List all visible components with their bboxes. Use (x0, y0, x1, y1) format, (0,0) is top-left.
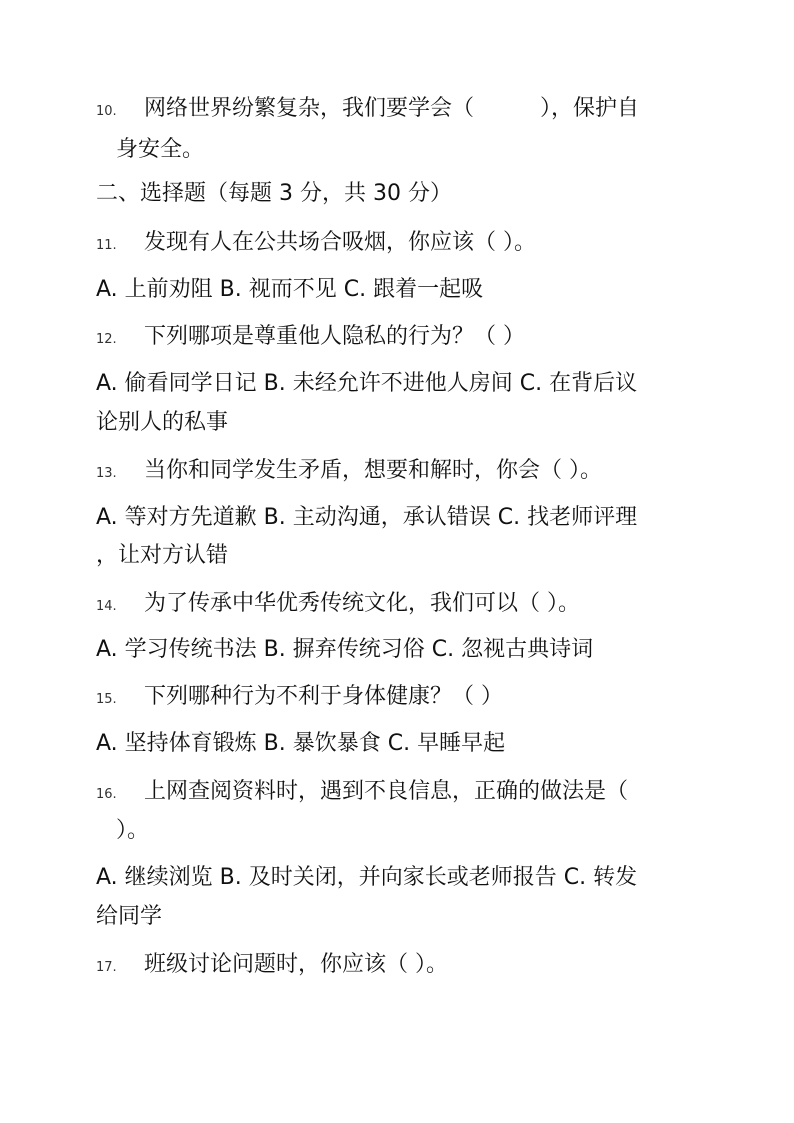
question-11 (96, 231, 701, 258)
option-line: A. 继续浏览 B. 及时关闭，并向家长或老师报告 C. 转发 (96, 865, 638, 890)
question-12-options-line-1 (96, 372, 701, 396)
question-text: 发现有人在公共场合吸烟，你应该（ ）。 (144, 230, 536, 255)
question-13-options-line-2 (96, 544, 701, 568)
question-text-continued: ）。 (116, 818, 150, 843)
question-12-options-line-2 (96, 411, 701, 435)
question-10-line-2 (116, 138, 721, 162)
question-13 (96, 459, 701, 486)
section-heading (96, 182, 701, 206)
question-15-options (96, 732, 701, 756)
question-text: 当你和同学发生矛盾，想要和解时，你会（ ）。 (144, 458, 602, 483)
question-16-line-1 (96, 780, 701, 807)
question-16-options-line-1 (96, 866, 701, 890)
option-line: 论别人的私事 (96, 410, 229, 435)
option-line: ，让对方认错 (96, 543, 229, 568)
option-line: A. 偷看同学日记 B. 未经允许不进他人房间 C. 在背后议 (96, 371, 638, 396)
question-15 (96, 685, 701, 712)
option-line: A. 上前劝阻 B. 视而不见 C. 跟着一起吸 (96, 277, 484, 302)
question-17 (96, 953, 701, 980)
question-number: 17. (96, 960, 117, 975)
question-text: 下列哪项是尊重他人隐私的行为？（ ） (144, 324, 525, 349)
option-line: A. 学习传统书法 B. 摒弃传统习俗 C. 忽视古典诗词 (96, 637, 594, 662)
question-number: 12. (96, 332, 117, 347)
question-text: 上网查阅资料时，遇到不良信息，正确的做法是（ (144, 779, 629, 804)
question-text: 为了传承中华优秀传统文化，我们可以（ ）。 (144, 591, 580, 616)
option-line: 给同学 (96, 904, 163, 929)
question-text: 网络世界纷繁复杂，我们要学会（ ），保护自 (144, 96, 640, 121)
question-16-line-2 (116, 819, 721, 843)
question-text: 班级讨论问题时，你应该（ ）。 (144, 952, 448, 977)
question-number: 14. (96, 599, 117, 614)
question-14-options (96, 638, 701, 662)
question-number: 13. (96, 466, 117, 481)
option-line: A. 坚持体育锻炼 B. 暴饮暴食 C. 早睡早起 (96, 731, 506, 756)
question-number: 15. (96, 692, 117, 707)
question-12 (96, 325, 701, 352)
question-number: 16. (96, 787, 117, 802)
question-13-options-line-1 (96, 506, 701, 530)
section-title: 二、选择题（每题 3 分，共 30 分） (96, 181, 452, 206)
question-14 (96, 592, 701, 619)
question-number: 10. (96, 104, 117, 119)
question-16-options-line-2 (96, 905, 701, 929)
question-number: 11. (96, 238, 117, 253)
question-text: 下列哪种行为不利于身体健康？（ ） (144, 684, 503, 709)
question-10-line-1 (96, 97, 701, 124)
question-text-continued: 身安全。 (116, 137, 205, 162)
option-line: A. 等对方先道歉 B. 主动沟通，承认错误 C. 找老师评理 (96, 505, 638, 530)
question-11-options (96, 278, 701, 302)
